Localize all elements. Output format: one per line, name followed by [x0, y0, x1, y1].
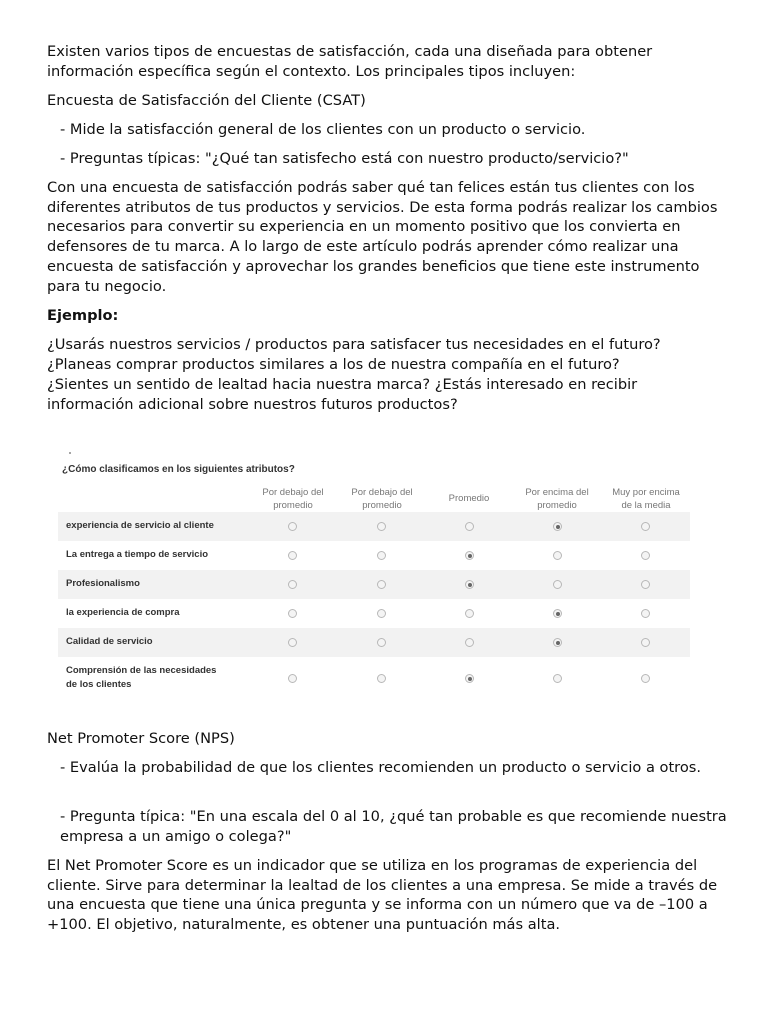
- radio-option-selected[interactable]: [465, 551, 474, 560]
- radio-option[interactable]: [288, 580, 297, 589]
- csat-title: Encuesta de Satisfacción del Cliente (CSAT): [47, 92, 366, 109]
- radio-option[interactable]: [465, 638, 474, 647]
- radio-option-selected[interactable]: [553, 638, 562, 647]
- csat-bullet-2: - Preguntas típicas: "¿Qué tan satisfecho está con nuestro producto/servicio?": [60, 150, 629, 167]
- radio-option[interactable]: [377, 609, 386, 618]
- row-label: la experiencia de compra: [66, 607, 180, 618]
- nps-body-paragraph: El Net Promoter Score es un indicador que se utiliza en los programas de experiencia del cliente. Sirve para determinar la lealtad de los clientes a una empresa. Se mide a través de una encuesta que tiene una única pregunta y se informa con un número que va de –100 a +100. El objetivo, naturalmente, es obtener una puntuación más alta.: [47, 857, 718, 934]
- csat-body-paragraph: Con una encuesta de satisfacción podrás saber qué tan felices están tus clientes con los diferentes atributos de tus productos y servicios. De esta forma podrás realizar los cambios necesarios para convertir su experiencia en un momento positivo que los convierta en defensores de tu marca. A lo largo de este artículo podrás aprender cómo realizar una encuesta de satisfacción y aprovechar los grandes beneficios que tiene este instrumento para tu negocio.: [47, 179, 718, 295]
- intro-paragraph: Existen varios tipos de encuestas de satisfacción, cada una diseñada para obtener información específica según el contexto. Los principales tipos incluyen:: [47, 43, 653, 80]
- radio-option[interactable]: [377, 522, 386, 531]
- radio-option[interactable]: [553, 551, 562, 560]
- radio-option[interactable]: [641, 522, 650, 531]
- row-label: experiencia de servicio al cliente: [66, 520, 214, 531]
- survey-row-6: [58, 659, 690, 697]
- radio-option[interactable]: [641, 580, 650, 589]
- survey-row-2: [58, 541, 690, 570]
- nps-title: Net Promoter Score (NPS): [47, 730, 235, 747]
- radio-option[interactable]: [288, 638, 297, 647]
- radio-option[interactable]: [553, 580, 562, 589]
- survey-row-3: [58, 570, 690, 599]
- radio-option[interactable]: [641, 674, 650, 683]
- radio-option-selected[interactable]: [553, 609, 562, 618]
- radio-option[interactable]: [377, 638, 386, 647]
- radio-option[interactable]: [641, 551, 650, 560]
- row-label: Profesionalismo: [66, 578, 140, 589]
- radio-option[interactable]: [553, 674, 562, 683]
- example-line-1: ¿Usarás nuestros servicios / productos para satisfacer tus necesidades en el futuro?: [47, 336, 661, 353]
- radio-option[interactable]: [377, 674, 386, 683]
- survey-row-1: [58, 512, 690, 541]
- column-header-1: Por debajo del promedio: [262, 487, 324, 511]
- survey-question: ¿Cómo clasificamos en los siguientes atributos?: [62, 464, 295, 475]
- survey-row-4: [58, 599, 690, 628]
- nps-bullet-1: - Evalúa la probabilidad de que los clientes recomienden un producto o servicio a otros.: [60, 759, 702, 776]
- example-line-3: ¿Sientes un sentido de lealtad hacia nuestra marca? ¿Estás interesado en recibir información adicional sobre nuestros futuros productos?: [47, 376, 638, 413]
- csat-bullet-1: - Mide la satisfacción general de los clientes con un producto o servicio.: [60, 121, 586, 138]
- radio-option[interactable]: [288, 522, 297, 531]
- radio-option-selected[interactable]: [553, 522, 562, 531]
- survey-row-5: [58, 628, 690, 657]
- radio-option[interactable]: [288, 551, 297, 560]
- radio-option[interactable]: [288, 674, 297, 683]
- radio-option[interactable]: [377, 580, 386, 589]
- row-label: La entrega a tiempo de servicio: [66, 549, 209, 560]
- column-header-4: Por encima del promedio: [525, 487, 589, 511]
- scan-dot: [69, 452, 71, 454]
- radio-option[interactable]: [465, 522, 474, 531]
- example-line-2: ¿Planeas comprar productos similares a los de nuestra compañía en el futuro?: [47, 356, 620, 373]
- radio-option[interactable]: [377, 551, 386, 560]
- example-heading: Ejemplo:: [47, 307, 119, 324]
- row-label: Comprensión de las necesidades de los clientes: [66, 665, 217, 690]
- radio-option-selected[interactable]: [465, 580, 474, 589]
- radio-option[interactable]: [641, 638, 650, 647]
- column-header-3: Promedio: [448, 493, 490, 504]
- radio-option-selected[interactable]: [465, 674, 474, 683]
- radio-option[interactable]: [641, 609, 650, 618]
- row-label: Calidad de servicio: [66, 636, 153, 647]
- radio-option[interactable]: [288, 609, 297, 618]
- column-header-2: Por debajo del promedio: [351, 487, 413, 511]
- nps-bullet-2: - Pregunta típica: "En una escala del 0 al 10, ¿qué tan probable es que recomiende nuestra empresa a un amigo o colega?": [60, 808, 727, 845]
- column-header-5: Muy por encima de la media: [612, 487, 680, 511]
- radio-option[interactable]: [465, 609, 474, 618]
